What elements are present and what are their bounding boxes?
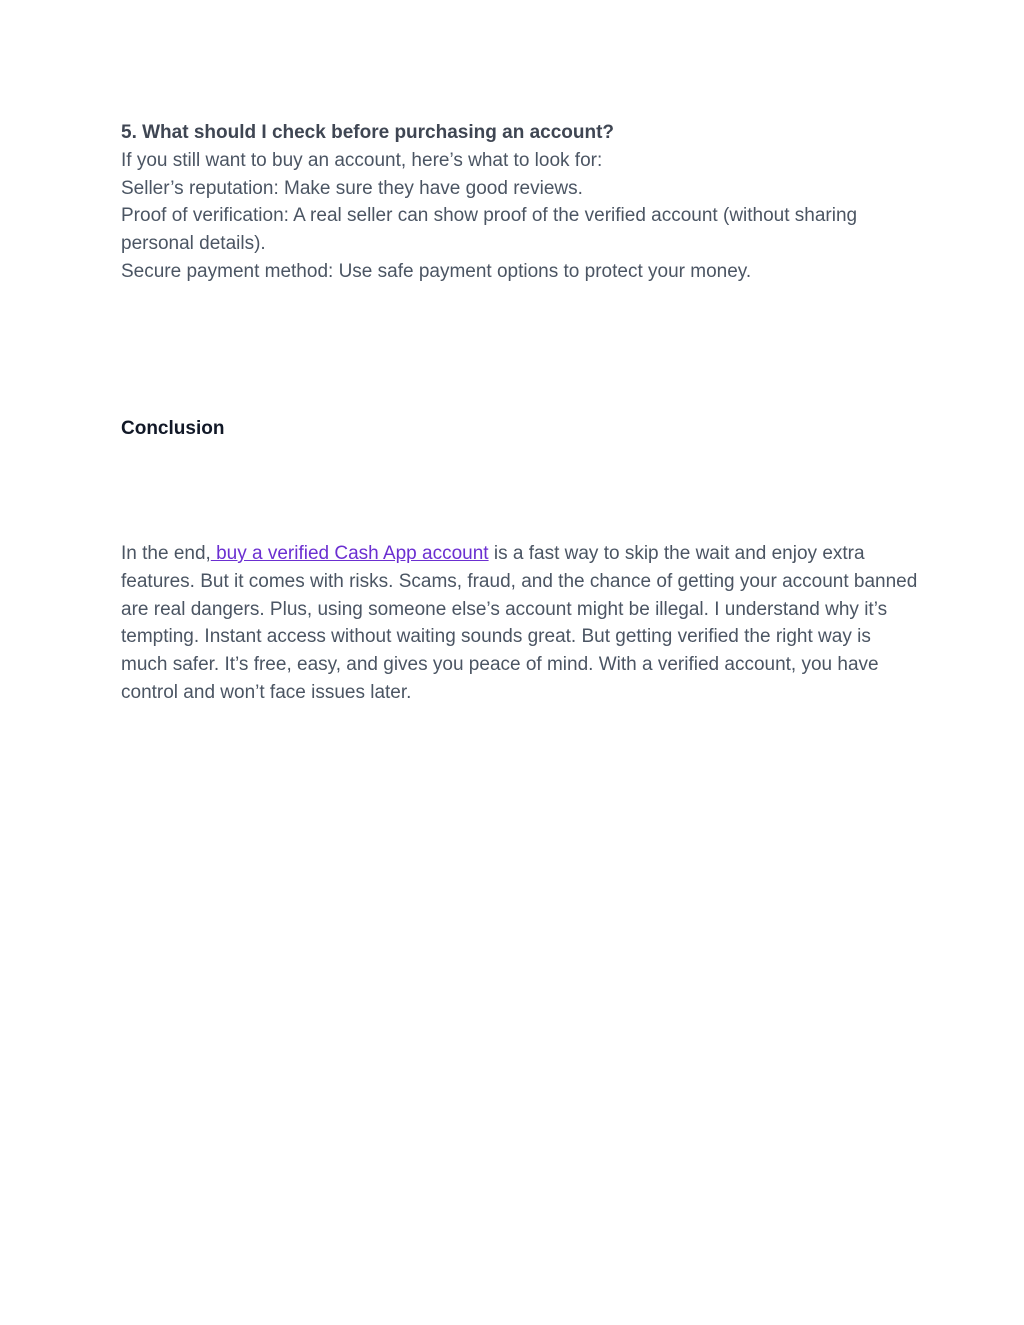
faq-intro: If you still want to buy an account, here’s what to look for:: [121, 149, 603, 171]
faq-question: 5. What should I check before purchasing an account?: [121, 122, 615, 143]
faq-section: [121, 119, 921, 286]
faq-item-secure-payment: Secure payment method: Use safe payment options to protect your money.: [121, 260, 752, 282]
conclusion-body-text: is a fast way to skip the wait and enjoy extra features. But it comes with risks. Scams, fraud, and the chance of getting your account banned are real dangers. Plus, using someone else’s account might be illegal. I understand why it’s tempting. Instant access without waiting sounds great. But getting verified the right way is much safer. It’s free, easy, and gives you peace of mind. With a verified account, you have control and won’t face issues later.: [121, 543, 918, 703]
verified-cash-app-link[interactable]: buy a verified Cash App account: [210, 543, 489, 564]
conclusion-section: [121, 540, 921, 707]
conclusion-heading: Conclusion: [121, 418, 225, 439]
conclusion-paragraph: [121, 540, 921, 707]
conclusion-lead-text: In the end,: [121, 543, 211, 564]
faq-item-proof-of-verification: Proof of verification: A real seller can show proof of the verified account (without sharing personal details).: [121, 205, 858, 255]
faq-item-seller-reputation: Seller’s reputation: Make sure they have good reviews.: [121, 177, 583, 199]
